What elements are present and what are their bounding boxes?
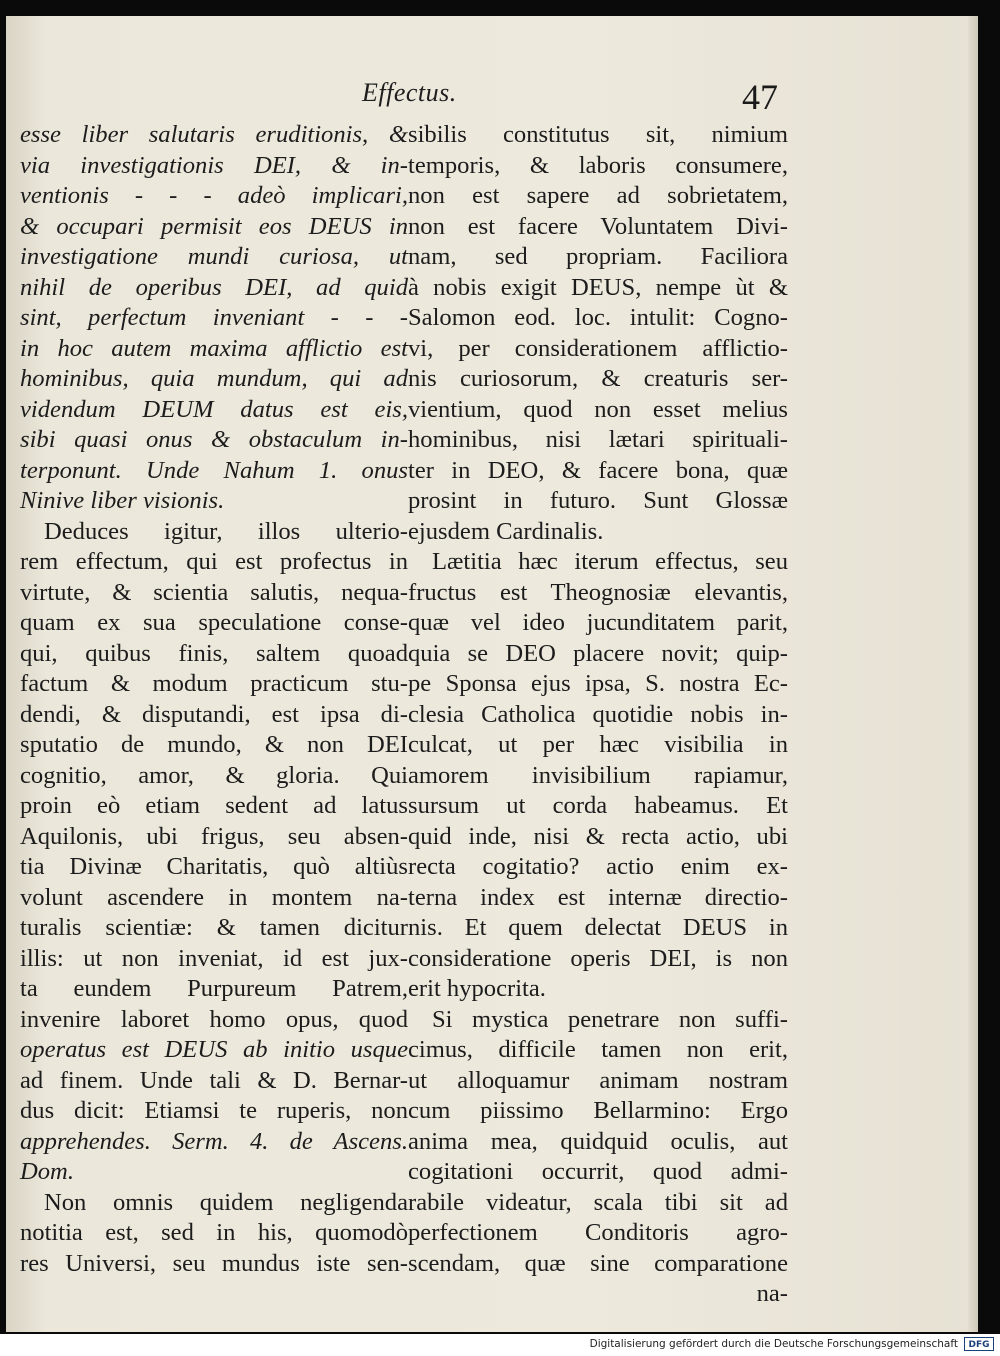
text-line: dendi, & disputandi, est ipsa di- xyxy=(20,700,408,728)
page-number: 47 xyxy=(742,77,778,117)
text-line: nis curiosorum, & creaturis ser- xyxy=(408,365,788,392)
text-line: hominibus, nisi lætari spirituali- xyxy=(408,426,788,453)
text-line: clesia Catholica quotidie nobis in- xyxy=(408,700,788,728)
text-line: turalis scientiæ: & tamen dicitur xyxy=(20,914,408,941)
book-page xyxy=(6,16,978,1332)
text-line: erit hypocrita. xyxy=(408,975,546,1002)
text-line: tia Divinæ Charitatis, quò altiùs xyxy=(20,853,408,880)
text-line: anima mea, quidquid oculis, aut xyxy=(408,1127,788,1155)
text-line: virtute, & scientia salutis, nequa- xyxy=(20,578,408,606)
text-line: na- xyxy=(756,1280,788,1307)
text-line: culcat, ut per hæc visibilia in xyxy=(408,731,788,758)
text-line: ventionis - - - adeò implicari, xyxy=(20,182,408,209)
text-line: amorem invisibilium rapiamur, xyxy=(408,761,788,789)
text-line: recta cogitatio? actio enim ex- xyxy=(408,853,788,880)
text-line: à nobis exigit DEUS, nempe ùt & xyxy=(408,273,788,301)
text-line: via investigationis DEI, & in- xyxy=(20,151,408,179)
text-line: perfectionem Conditoris agro- xyxy=(408,1219,788,1246)
text-line: videndum DEUM datus est eis, xyxy=(20,395,408,423)
text-line: sint, perfectum inveniant - - - xyxy=(20,304,408,331)
text-line: quæ vel ideo jucunditatem parit, xyxy=(408,609,788,636)
text-line: Non omnis quidem negligenda xyxy=(44,1188,408,1216)
running-head: Effectus. xyxy=(362,78,457,107)
text-line: rem effectum, qui est profectus in xyxy=(20,548,408,575)
text-line: pe Sponsa ejus ipsa, S. nostra Ec- xyxy=(408,670,788,697)
text-line: sursum ut corda habeamus. Et xyxy=(408,792,788,819)
text-line: quid inde, nisi & recta actio, ubi xyxy=(408,822,788,850)
text-line: Salomon eod. loc. intulit: Cogno- xyxy=(408,304,788,331)
text-line: Ninive liber visionis. xyxy=(20,487,225,514)
funding-credit: Digitalisierung gefördert durch die Deutsche Forschungsgemeinschaft xyxy=(589,1338,958,1350)
text-line: in hoc autem maxima afflictio est xyxy=(20,334,408,362)
text-line: non est facere Voluntatem Divi- xyxy=(408,212,788,240)
text-line: Deduces igitur, illos ulterio- xyxy=(44,517,408,545)
text-line: prosint in futuro. Sunt Glossæ xyxy=(408,487,788,514)
text-line: cognitio, amor, & gloria. Qui xyxy=(20,761,408,789)
text-line: non est sapere ad sobrietatem, xyxy=(408,182,788,209)
text-line: ta eundem Purpureum Patrem, xyxy=(20,975,408,1002)
text-line: quia se DEO placere novit; quip- xyxy=(408,639,788,667)
text-line: Aquilonis, ubi frigus, seu absen- xyxy=(20,822,408,850)
text-line: ejusdem Cardinalis. xyxy=(408,517,604,545)
text-line: apprehendes. Serm. 4. de Ascens. xyxy=(20,1127,408,1155)
text-line: esse liber salutaris eruditionis, & xyxy=(20,121,408,148)
text-line: nis. Et quem delectat DEUS in xyxy=(408,914,788,941)
text-line: ut alloquamur animam nostram xyxy=(408,1066,788,1094)
text-line: illis: ut non inveniat, id est jux- xyxy=(20,944,408,972)
text-line: rabile videatur, scala tibi sit ad xyxy=(408,1188,788,1216)
text-line: terponunt. Unde Nahum 1. onus xyxy=(20,456,408,484)
text-line: volunt ascendere in montem na- xyxy=(20,883,408,911)
text-line: res Universi, seu mundus iste sen- xyxy=(20,1249,408,1277)
text-line: proin eò etiam sedent ad latus xyxy=(20,792,408,819)
text-line: & occupari permisit eos DEUS in xyxy=(20,212,408,240)
text-line: fructus est Theognosiæ elevantis, xyxy=(408,578,788,606)
text-line: cum piissimo Bellarmino: Ergo xyxy=(408,1097,788,1124)
text-line: factum & modum practicum stu- xyxy=(20,670,408,697)
text-line: ter in DEO, & facere bona, quæ xyxy=(408,456,788,484)
text-line: sputatio de mundo, & non DEI xyxy=(20,731,408,758)
text-line: ad finem. Unde tali & D. Bernar- xyxy=(20,1066,408,1094)
dfg-logo-icon: DFG xyxy=(964,1337,994,1351)
text-line: vientium, quod non esset melius xyxy=(408,395,788,423)
text-line: Dom. xyxy=(20,1158,74,1185)
text-line: quam ex sua speculatione conse- xyxy=(20,609,408,636)
text-line: Lætitia hæc iterum effectus, seu xyxy=(432,548,788,575)
text-line: sibi quasi onus & obstaculum in- xyxy=(20,426,408,453)
text-line: cogitationi occurrit, quod admi- xyxy=(408,1158,788,1185)
text-line: hominibus, quia mundum, qui ad xyxy=(20,365,408,392)
left-text-column xyxy=(20,120,408,1279)
text-line: Si mystica penetrare non suffi- xyxy=(432,1005,788,1033)
text-line: notitia est, sed in his, quomodò xyxy=(20,1219,408,1246)
text-line: terna index est internæ directio- xyxy=(408,883,788,911)
text-line: temporis, & laboris consumere, xyxy=(408,151,788,179)
text-line: qui, quibus finis, saltem quoad xyxy=(20,639,408,667)
text-line: consideratione operis DEI, is non xyxy=(408,944,788,972)
footer-bar xyxy=(0,1334,1000,1356)
text-line: sibilis constitutus sit, nimium xyxy=(408,121,788,148)
text-line: vi, per considerationem afflictio- xyxy=(408,334,788,362)
right-text-column xyxy=(408,120,788,1310)
page-edge xyxy=(968,16,978,1332)
text-line: dus dicit: Etiamsi te ruperis, non xyxy=(20,1097,408,1124)
text-line: cimus, difficile tamen non erit, xyxy=(408,1036,788,1063)
text-line: operatus est DEUS ab initio usque xyxy=(20,1036,408,1063)
text-line: nihil de operibus DEI, ad quid xyxy=(20,273,408,301)
text-line: investigatione mundi curiosa, ut xyxy=(20,243,408,270)
text-line: nam, sed propriam. Faciliora xyxy=(408,243,788,270)
text-line: scendam, quæ sine comparatione xyxy=(408,1249,788,1277)
text-line: invenire laboret homo opus, quod xyxy=(20,1005,408,1033)
